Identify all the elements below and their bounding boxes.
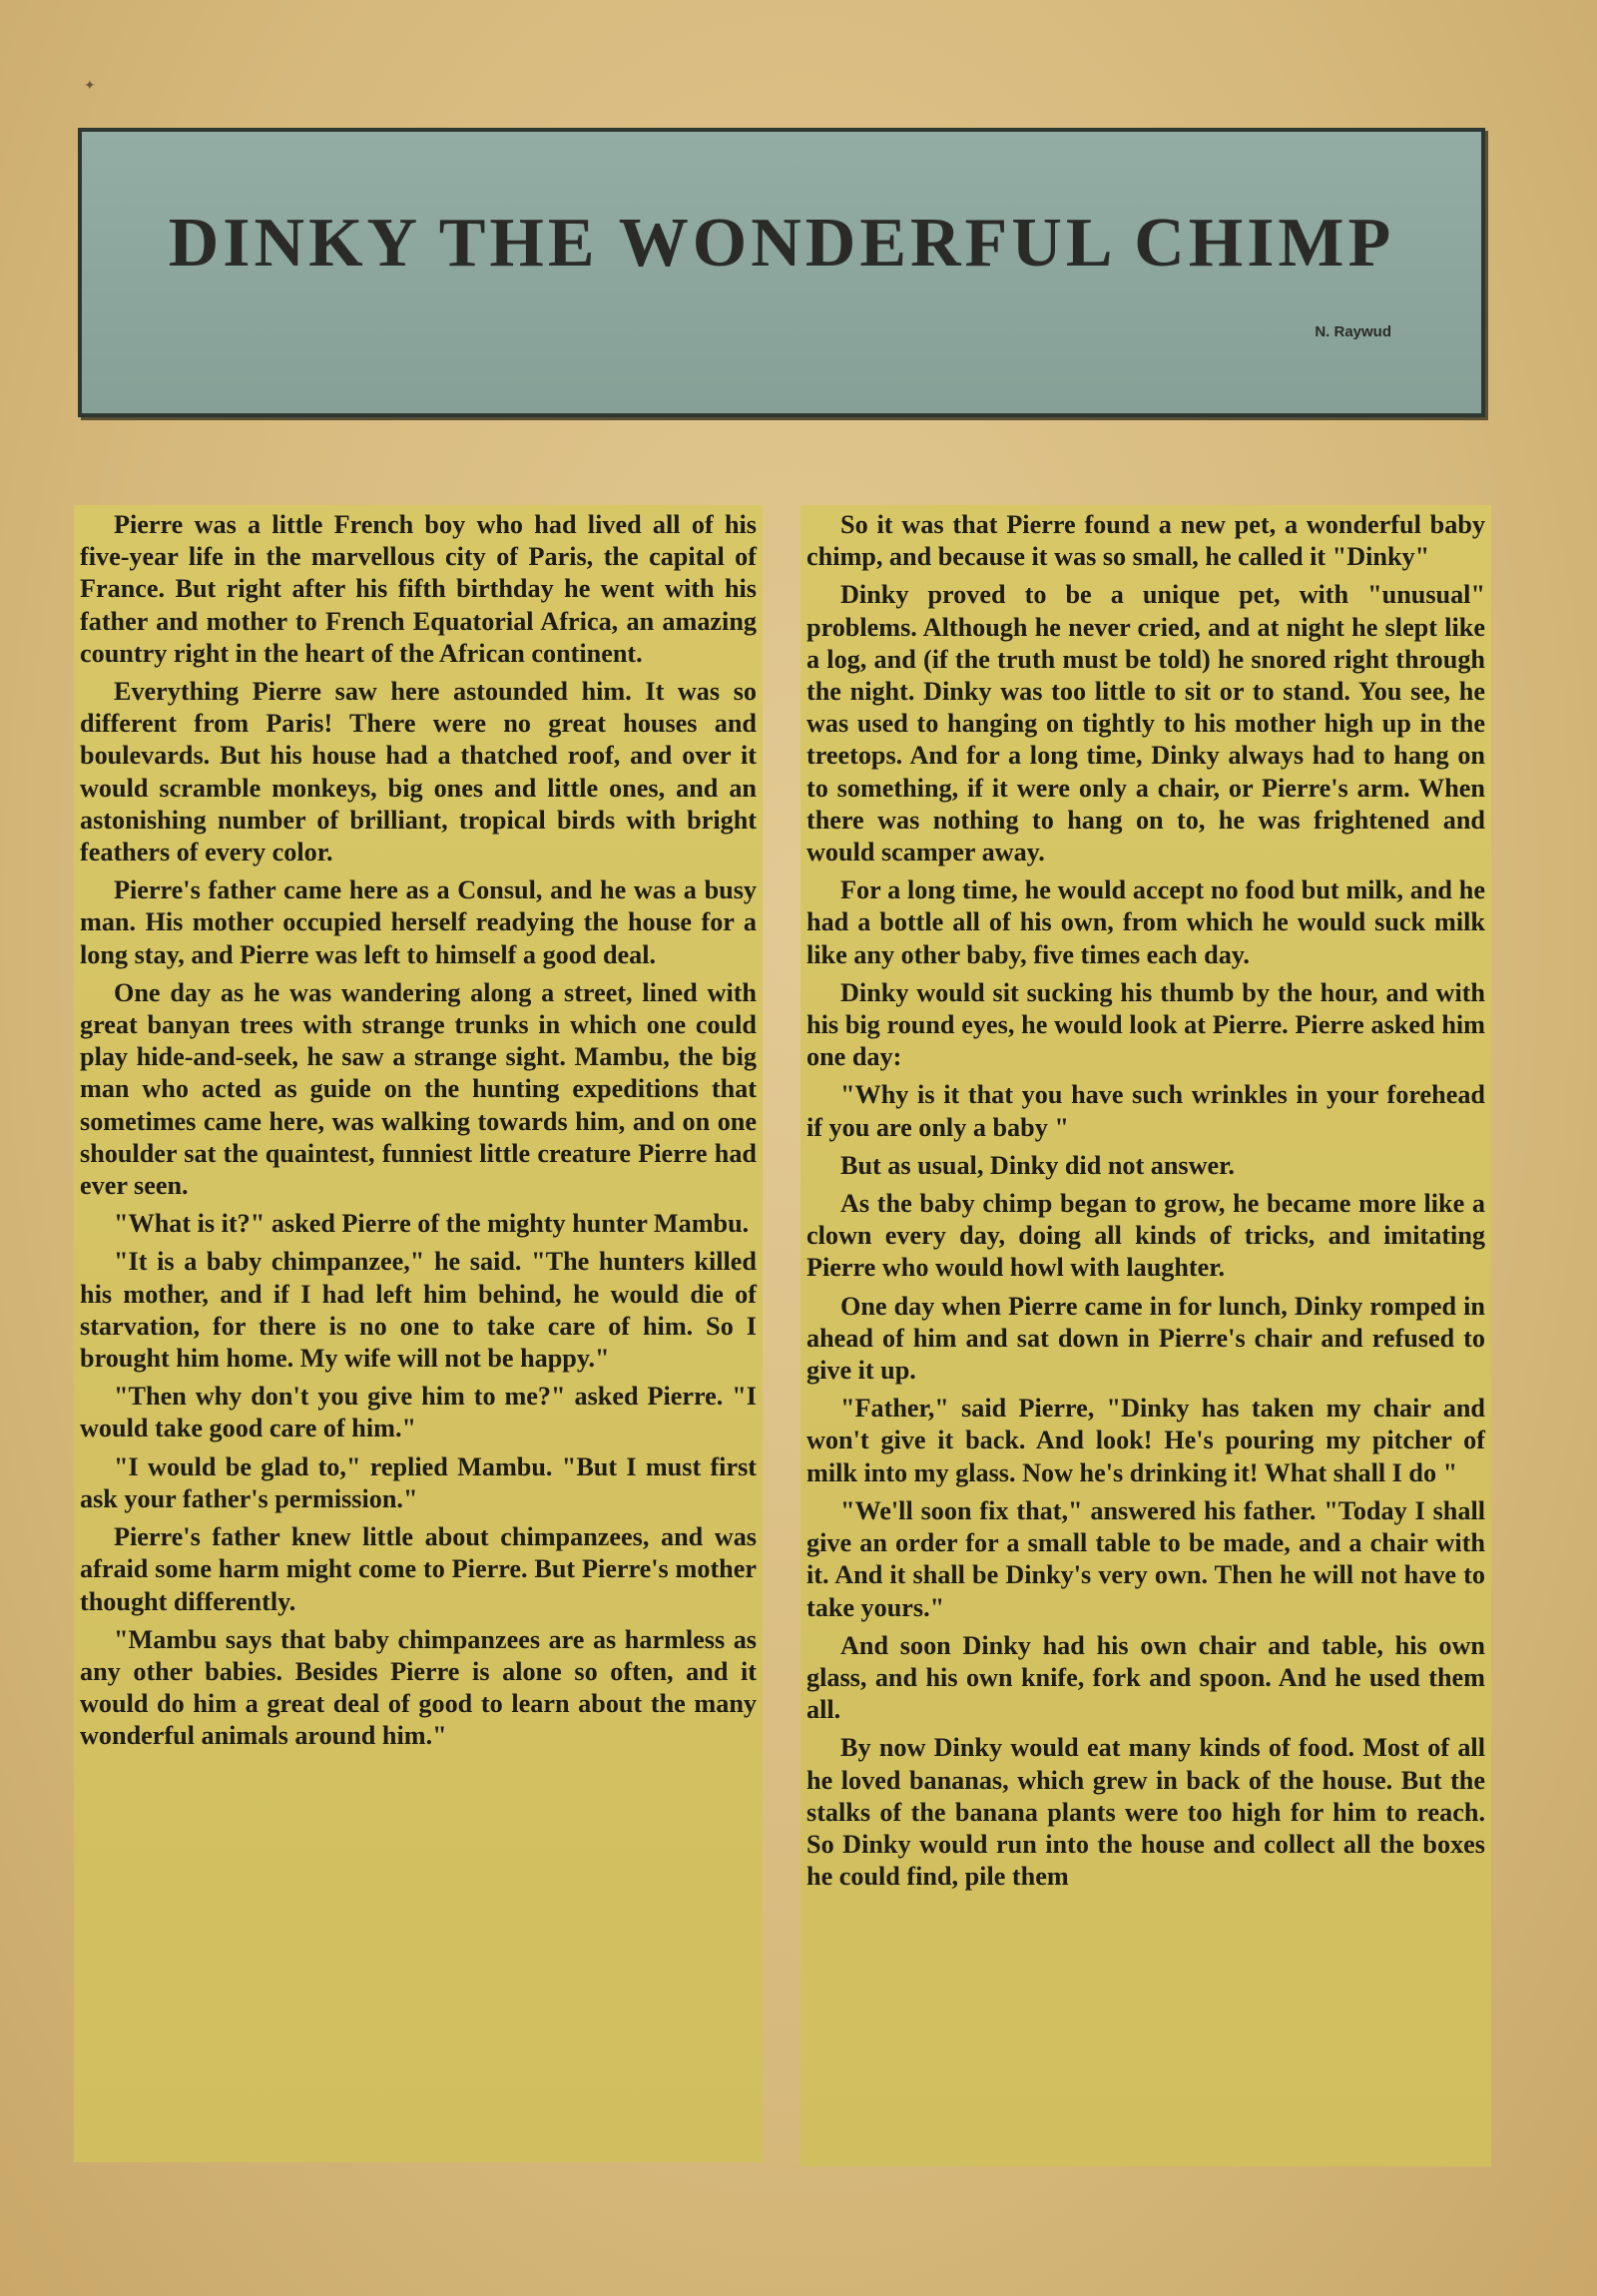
paragraph: "We'll soon fix that," answered his father. "Today I shall give an order for a small table to be made, and a chair with it. And it shall be Dinky's very own. Then he will not have to take yours."	[806, 1495, 1485, 1622]
paragraph: For a long time, he would accept no food but milk, and he had a bottle all of his own, from which he would suck milk like any other baby, five times each day.	[806, 875, 1485, 969]
paragraph: But as usual, Dinky did not answer.	[840, 1150, 1235, 1180]
right-text-column	[800, 505, 1491, 2166]
author-byline: N. Raywud	[1315, 323, 1391, 340]
story-title: DINKY THE WONDERFUL CHIMP	[168, 205, 1395, 282]
paragraph: "Why is it that you have such wrinkles in your forehead if you are only a baby "	[806, 1080, 1485, 1142]
ink-speck-icon: ✦	[84, 78, 96, 94]
paragraph: One day when Pierre came in for lunch, Dinky romped in ahead of him and sat down in Pierre's chair and refused to give it up.	[806, 1291, 1485, 1386]
paragraph: "Father," said Pierre, "Dinky has taken my chair and won't give it back. And look! He's pouring my pitcher of milk into my glass. Now he's drinking it! What shall I do "	[806, 1394, 1485, 1487]
paragraph: So it was that Pierre found a new pet, a wonderful baby chimp, and because it was so small, he called it "Dinky"	[806, 510, 1485, 572]
paragraph: Pierre was a little French boy who had lived all of his five-year life in the marvellous city of Paris, the capital of France. But right after his fifth birthday he went with his father and mother to French Equatorial Africa, an amazing country right in the heart of the African continent.	[80, 510, 757, 668]
paragraph: Pierre's father knew little about chimpanzees, and was afraid some harm might come to Pierre. But Pierre's mother thought differently.	[80, 1522, 757, 1616]
paragraph: And soon Dinky had his own chair and table, his own glass, and his own knife, fork and spoon. And he used them all.	[806, 1630, 1485, 1725]
left-text-column	[74, 505, 763, 2162]
paragraph: Dinky proved to be a unique pet, with "unusual" problems. Although he never cried, and at night he slept like a log, and (if the truth must be told) he snored right through the night. Dinky was too little to sit or to stand. You see, he was used to hanging on tightly to his mother high up in the treetops. And for a long time, Dinky always had to hang on to something, if it were only a chair, or Pierre's arm. When there was nothing to hang on to, he was frightened and would scamper away.	[806, 580, 1485, 867]
paragraph: Pierre's father came here as a Consul, and he was a busy man. His mother occupied herself readying the house for a long stay, and Pierre was left to himself a good deal.	[80, 875, 757, 969]
title-panel	[78, 128, 1485, 417]
paragraph: Everything Pierre saw here astounded him. It was so different from Paris! There were no great houses and boulevards. But his house had a thatched roof, and over it would scramble monkeys, big ones and little ones, and an astonishing number of brilliant, tropical birds with bright feathers of every color.	[80, 677, 757, 867]
paragraph: As the baby chimp began to grow, he became more like a clown every day, doing all kinds of tricks, and imitating Pierre who would howl with laughter.	[806, 1189, 1485, 1283]
paragraph: "Mambu says that baby chimpanzees are as harmless as any other babies. Besides Pierre is alone so often, and it would do him a great deal of good to learn about the many wonderful animals around him."	[80, 1624, 757, 1751]
paragraph: "Then why don't you give him to me?" asked Pierre. "I would take good care of him."	[80, 1382, 757, 1443]
paragraph: By now Dinky would eat many kinds of food. Most of all he loved bananas, which grew in back of the house. But the stalks of the banana plants were too high for him to reach. So Dinky would run into the house and collect all the boxes he could find, pile them	[806, 1733, 1485, 1892]
paragraph: "What is it?" asked Pierre of the mighty hunter Mambu.	[114, 1209, 750, 1239]
paragraph: One day as he was wandering along a street, lined with great banyan trees with strange trunks in which one could play hide-and-seek, he saw a strange sight. Mambu, the big man who acted as guide on the hunting expeditions that sometimes came here, was walking towards him, and on one shoulder sat the quaintest, funniest little creature Pierre had ever seen.	[80, 977, 757, 1201]
paragraph: Dinky would sit sucking his thumb by the hour, and with his big round eyes, he would look at Pierre. Pierre asked him one day:	[806, 977, 1485, 1072]
paragraph: "It is a baby chimpanzee," he said. "The hunters killed his mother, and if I had left him behind, he would die of starvation, for there is no one to take care of him. So I brought him home. My wife will not be happy."	[80, 1247, 757, 1374]
paragraph: "I would be glad to," replied Mambu. "But I must first ask your father's permission."	[80, 1451, 757, 1513]
